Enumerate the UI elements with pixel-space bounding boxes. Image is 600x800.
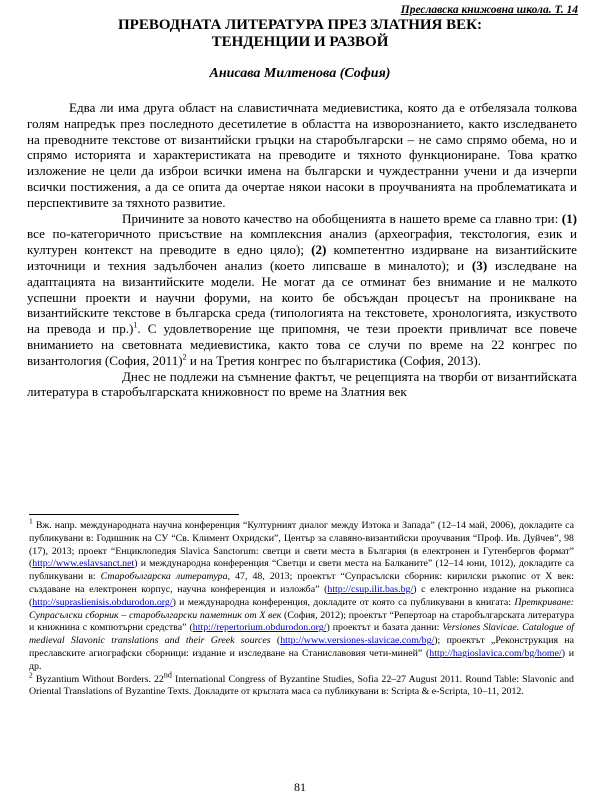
title-line-2: ТЕНДЕНЦИИ И РАЗВОЙ [211,34,389,50]
reason-number-2: (2) [311,242,327,258]
footnote-1-text: ) проектът и базата данни: [326,622,443,634]
footnote-1-text: ( [270,635,281,647]
link-repertorium[interactable]: http://repertorium.obdurodon.org/ [192,622,327,634]
paragraph-1: Едва ли има друга област на славистичната медиевистика, която да е отбелязала толкова голям напредък през последното десетилетие в областта на изворознанието, както изследването на преводните текстове от византийски гръцки на старобългарски – не само спрямо обема, но и спрямо историята и характеристиката на преводите и тяхното функциониране. Това кратко изложение не цели да изброи всички имена на български и чуждестранни учени и да изчерпи всички постижения, а да се опита да очертае някои насоки в проучванията на проблематиката и перспективите за тяхното развитие. [27,100,577,210]
paragraph-2-text-e: . С удовлетворение ще припомня, че тези проекти привличат все повече вниманието на световната медиевистика, както това се случи по време на 22 конгрес по византология (София, 2011) [27,321,577,368]
footnote-1-book-title: Преткриване: Супрасълски сборник – старобългарски паметник от X век [29,596,574,621]
title-line-1: ПРЕВОДНАТА ЛИТЕРАТУРА ПРЕЗ ЗЛАТНИЯ ВЕК: [118,17,482,33]
article-body [27,100,577,400]
footnote-ref-1[interactable]: 1 [133,320,138,330]
footnote-1-text: ) и международна конференция, докладите от която са публикувани в книгата: [172,596,515,608]
footnote-2 [29,670,574,700]
link-eslavsanct[interactable]: http://www.eslavsanct.net [32,558,135,570]
paragraph-2-text-f: и на Третия конгрес по българистика (София, 2013). [186,352,482,368]
link-hagioslavica[interactable]: http://hagioslavica.com/bg/home/ [429,647,562,659]
paragraph-2-text-c: компетентно издирване на византийските източници и техния задълбочен анализ (което липсваше в миналото); и [27,242,577,273]
footnote-2-text: Byzantium Without Borders. 22 [32,673,164,685]
footnote-separator [29,514,239,515]
footnote-1-text: ); проектът „Реконструкция на преславските агиографски сборници: издание и изследване на Станиславовия чети-миней” ( [29,635,575,659]
footnote-2-ordinal: nd [163,670,172,680]
running-header: Преславска книжовна школа. Т. 14 [400,4,578,16]
footnotes [29,516,575,699]
footnote-ref-2[interactable]: 2 [182,352,187,362]
reason-number-1: (1) [561,210,577,226]
footnote-1-text: ) с електронно издание на ръкописа ( [29,583,574,608]
footnote-1-text: ) и др. [29,647,574,672]
footnote-1-catalogue-title: Versiones Slavicae. Catalogue of medieval Slavonic translations and their Greek sources [29,622,575,647]
paragraph-2-text-a: Причините за новото качество на обобщенията в нашето време са главно три: [122,210,562,226]
reason-number-3: (3) [471,257,488,273]
footnote-1-journal: Старобългарска литература [100,571,228,583]
paragraph-3: Днес не подлежи на съмнение фактът, че рецепцията на творби от византийската литература в старобългарската книжовност по време на Златния век [27,368,577,400]
footnote-1-mark: 1 [29,516,33,526]
page-number: 81 [294,780,306,794]
link-csup[interactable]: http://csup.ilit.bas.bg/ [327,583,414,595]
footnote-1-text: (София, 2012); проектът “Репертоар на старобългарската литература и книжнина с компютърни средства” ( [29,609,574,634]
link-versiones-slavicae[interactable]: http://www.versiones-slavicae.com/bg/ [280,635,435,647]
link-supraslienisis[interactable]: http://supraslienisis.obdurodon.org/ [32,596,173,608]
footnote-1 [29,516,575,674]
author-line: Анисава Милтенова (София) [209,66,391,81]
footnote-1-text: Вж. напр. международната научна конференция “Културният диалог между Изтока и Запада” (12–14 май, 2006), докладите са публикувани в: Годишник на СУ “Св. Климент Охридски”, Център за славяно-византийски проучвания “Проф. Ив. Дуйчев”, 98 (17), 2013; проект “Енциклопедия Slavica Sanctorum: светци и свети места в България (в електронен и Гутенбергов формат” ( [29,520,574,570]
paragraph-2 [27,211,577,369]
footnote-1-text: ) и международна конференция “Светци и свети места на Балканите” (12–14 юни, 1012), докладите са публикувани в: [29,558,574,583]
footnote-1-text: , 47, 48, 2013; проектът “Супрасълски сборник: кирилски ръкопис от X век: създаване на електронен корпус, научна конференция и изложба” ( [29,571,574,595]
footnote-2-text: International Congress of Byzantine Studies, Sofia 22–27 August 2011. Round Table: Slavonic and Oriental Translations of Byzantine Texts. Докладите от кръглата маса са публикувани в: Scripta & e-Scripta, 10–11, 2012. [29,673,574,698]
footnote-2-mark: 2 [29,670,33,680]
article-title [40,17,560,51]
paragraph-2-text-b: все по-категоричното присъствие на комплексния анализ (археография, текстология, език и културен контекст на преводите в едно цяло); [27,226,577,258]
paragraph-2-text-d: изследване на адаптацията на византийските модели. Не могат да се отминат без внимание и не малкото успешни проекти и научни форуми, на които бе обсъждан процесът на проникване на византийските текстове в българска среда (типологията на текстовете, хронологията, изкуството на превода и пр.) [27,257,577,337]
